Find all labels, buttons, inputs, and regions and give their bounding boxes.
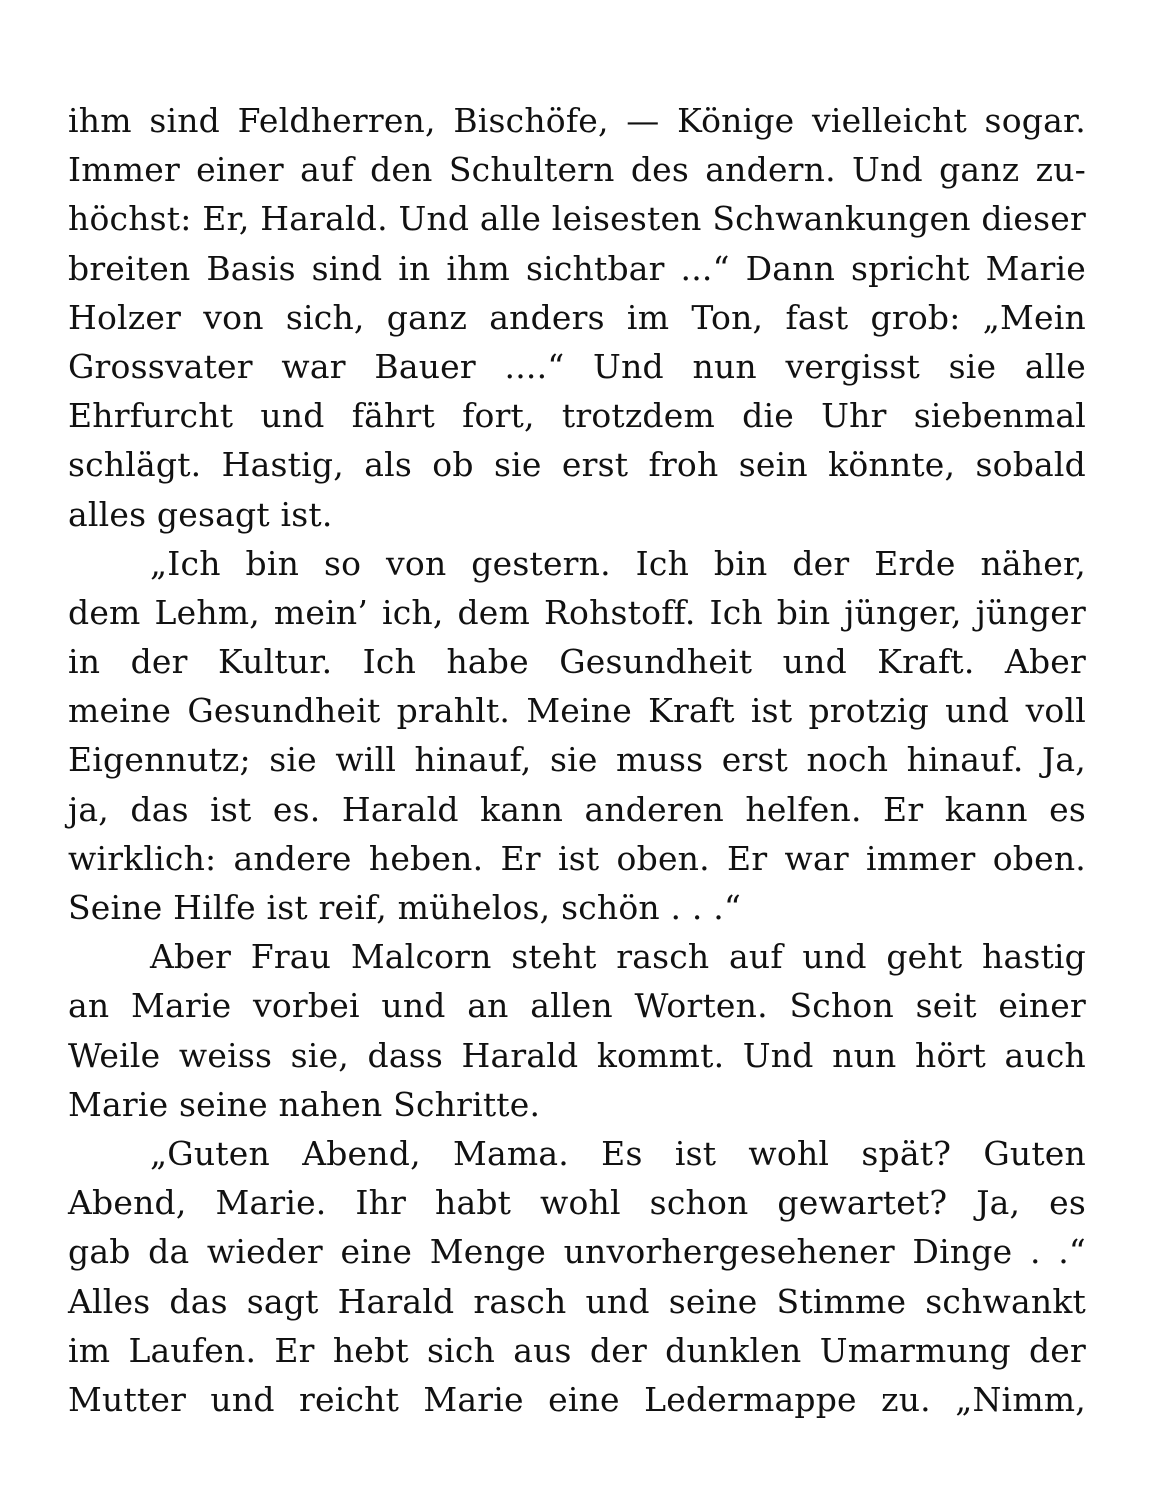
text-line: Ehrfurcht und fährt fort, trotzdem die Uhr siebenmal (68, 396, 1086, 436)
paragraph-1 (68, 96, 1086, 539)
text-line: gab da wieder eine Menge unvorhergesehener Dinge . .“ (68, 1232, 1086, 1272)
text-line: dem Lehm, mein’ ich, dem Rohstoff. Ich bin jünger, jünger (68, 592, 1086, 632)
text-line: Marie seine nahen Schritte. (68, 1084, 541, 1124)
text-line: Seine Hilfe ist reif, mühelos, schön . . .“ (68, 888, 742, 927)
paragraph-4 (68, 1129, 1086, 1424)
book-page (68, 96, 1086, 1424)
paragraph-2 (68, 539, 1086, 933)
text-line: meine Gesundheit prahlt. Meine Kraft ist protzig und voll (68, 691, 1086, 731)
text-line: ja, das ist es. Harald kann anderen helfen. Er kann es (68, 789, 1086, 829)
text-line: Mutter und reicht Marie eine Ledermappe zu. „Nimm, (68, 1379, 1086, 1419)
text-line: Eigennutz; sie will hinauf, sie muss erst noch hinauf. Ja, (68, 740, 1086, 780)
text-line: ihm sind Feldherren, Bischöfe, — Könige vielleicht sogar. (68, 101, 1086, 140)
text-line: Grossvater war Bauer ....“ Und nun vergisst sie alle (68, 346, 1086, 386)
text-line: Aber Frau Malcorn steht rasch auf und geht hastig (150, 937, 1086, 977)
text-line: Abend, Marie. Ihr habt wohl schon gewartet? Ja, es (68, 1183, 1086, 1223)
text-line: „Guten Abend, Mama. Es ist wohl spät? Guten (150, 1133, 1086, 1173)
paragraph-3 (68, 932, 1086, 1129)
text-line: im Laufen. Er hebt sich aus der dunklen Umarmung der (68, 1330, 1086, 1370)
text-line: an Marie vorbei und an allen Worten. Schon seit einer (68, 986, 1086, 1026)
text-line: Immer einer auf den Schultern des andern. Und ganz zu- (68, 150, 1086, 190)
text-line: breiten Basis sind in ihm sichtbar ...“ Dann spricht Marie (68, 248, 1086, 288)
text-line: Alles das sagt Harald rasch und seine Stimme schwankt (68, 1281, 1086, 1321)
text-line: „Ich bin so von gestern. Ich bin der Erde näher, (150, 543, 1086, 583)
text-line: schlägt. Hastig, als ob sie erst froh sein könnte, sobald (68, 445, 1086, 485)
text-line: Holzer von sich, ganz anders im Ton, fast grob: „Mein (68, 297, 1086, 337)
text-line: Weile weiss sie, dass Harald kommt. Und nun hört auch (68, 1035, 1086, 1075)
text-line: in der Kultur. Ich habe Gesundheit und Kraft. Aber (68, 642, 1086, 682)
text-line: alles gesagt ist. (68, 494, 333, 534)
text-line: wirklich: andere heben. Er ist oben. Er war immer oben. (68, 838, 1086, 878)
text-line: höchst: Er, Harald. Und alle leisesten Schwankungen dieser (68, 199, 1086, 239)
